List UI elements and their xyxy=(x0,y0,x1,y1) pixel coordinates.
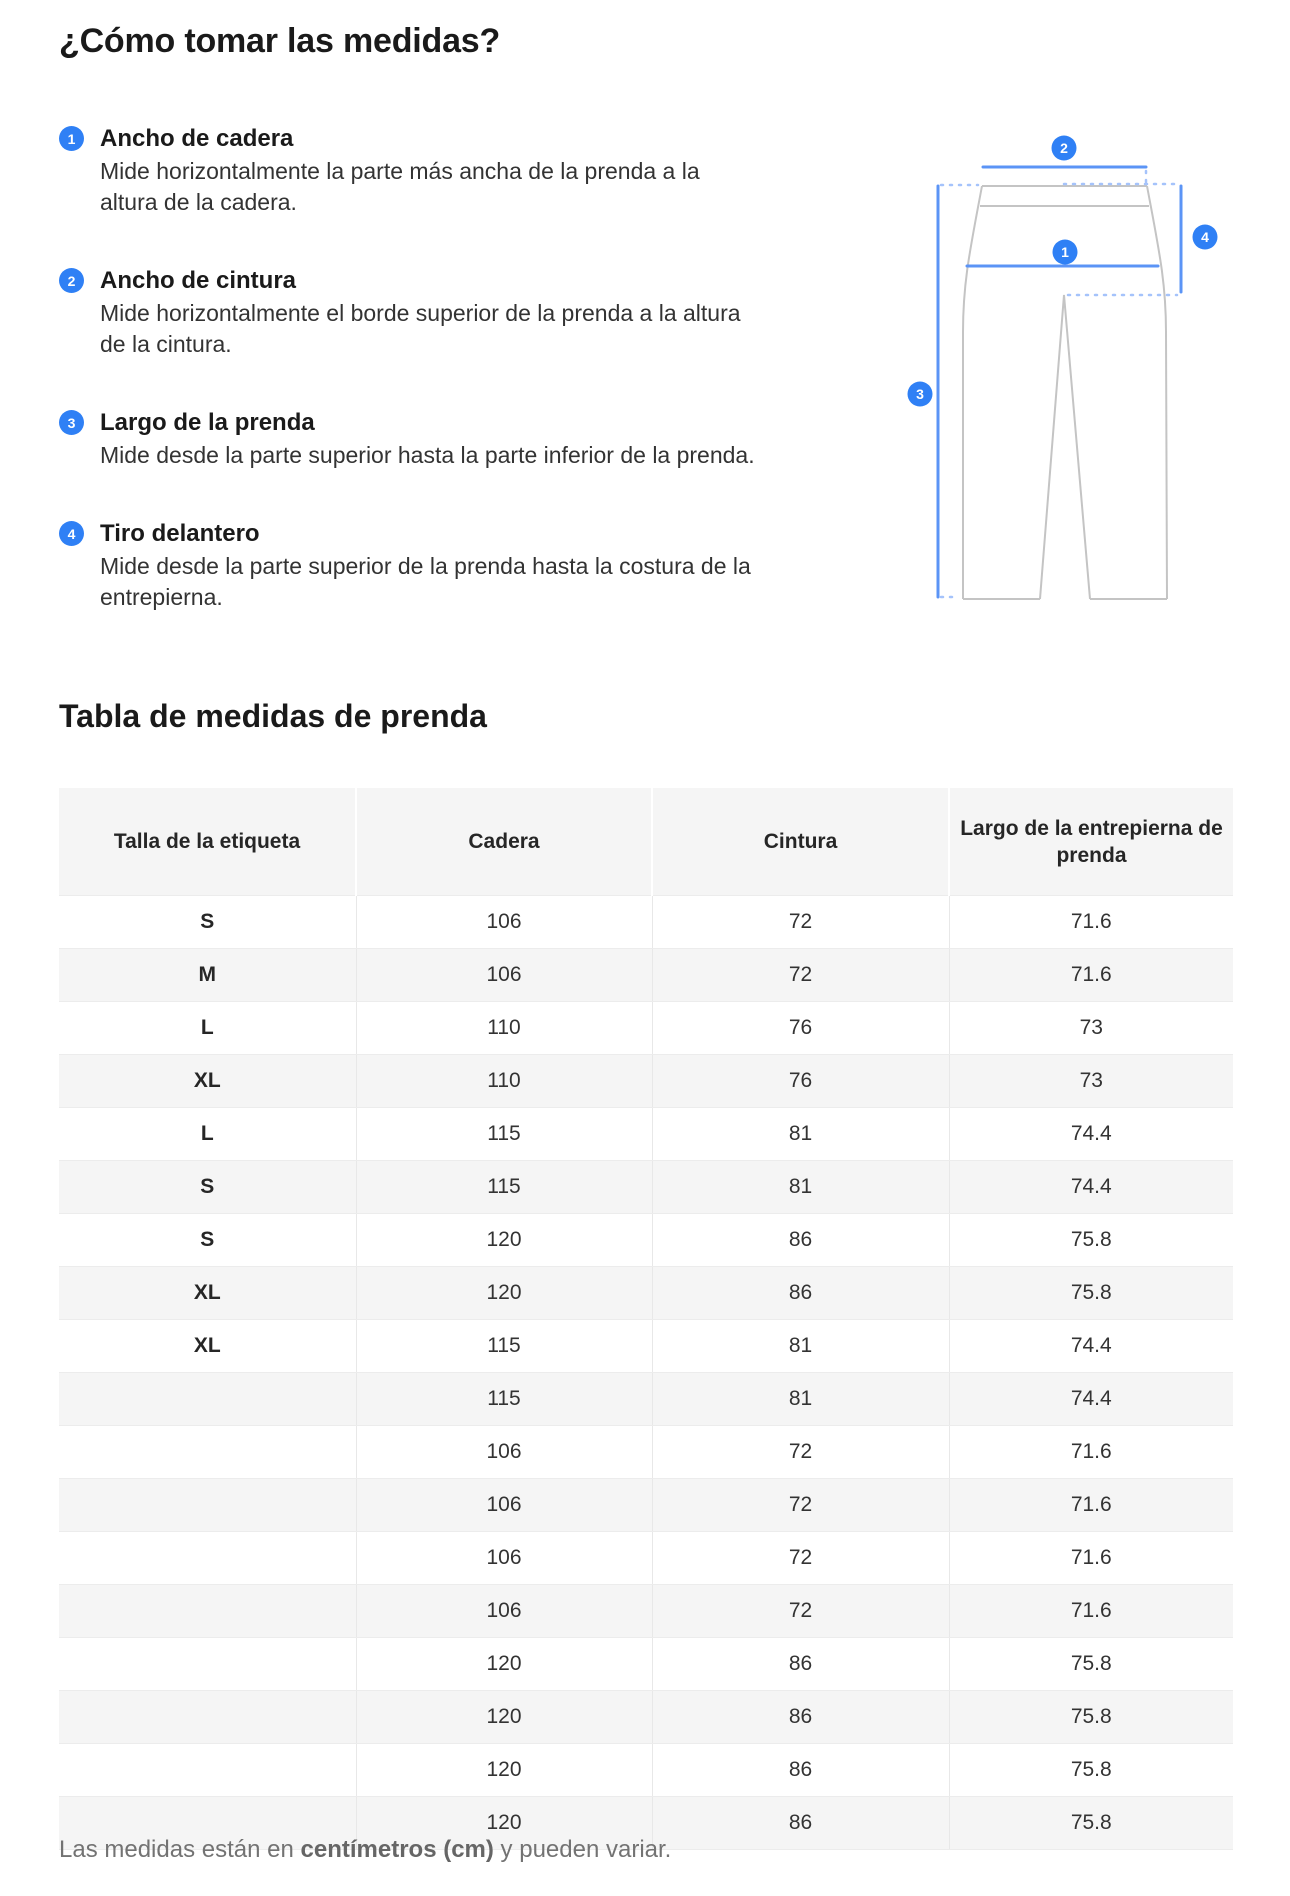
guide-dotted-lines xyxy=(941,171,1177,597)
cell: 115 xyxy=(356,1161,652,1214)
cell xyxy=(59,1532,356,1585)
table-body xyxy=(59,896,1233,1850)
instruction-description: Mide horizontalmente el borde superior de la prenda a la altura de la cintura. xyxy=(100,300,741,357)
column-header: Cintura xyxy=(652,788,949,896)
cell: 76 xyxy=(652,1002,949,1055)
cell: 72 xyxy=(652,1426,949,1479)
cell xyxy=(59,1744,356,1797)
cell: 106 xyxy=(356,949,652,1002)
badge-length xyxy=(908,382,933,407)
cell: 120 xyxy=(356,1797,652,1850)
cell: S xyxy=(59,896,356,949)
instruction-title: Ancho de cintura xyxy=(100,267,297,294)
cell: 106 xyxy=(356,1426,652,1479)
instruction-title: Largo de la prenda xyxy=(100,409,315,436)
instruction-title: Ancho de cadera xyxy=(100,125,294,152)
table-row xyxy=(59,1479,1233,1532)
table-header-row xyxy=(59,788,1233,896)
column-header: Cadera xyxy=(356,788,652,896)
badge-rise-label: 4 xyxy=(1201,229,1209,245)
cell xyxy=(59,1638,356,1691)
cell: 120 xyxy=(356,1638,652,1691)
cell: 73 xyxy=(949,1002,1233,1055)
cell: 71.6 xyxy=(949,1479,1233,1532)
cell: 86 xyxy=(652,1214,949,1267)
table-row xyxy=(59,1585,1233,1638)
column-header: Talla de la etiqueta xyxy=(59,788,356,896)
cell xyxy=(59,1373,356,1426)
cell: 74.4 xyxy=(949,1108,1233,1161)
instruction-description: Mide desde la parte superior de la prenda hasta la costura de la entrepierna. xyxy=(100,553,751,610)
instruction-title: Tiro delantero xyxy=(100,520,260,547)
cell: M xyxy=(59,949,356,1002)
table-row xyxy=(59,1426,1233,1479)
cell xyxy=(59,1691,356,1744)
cell: 106 xyxy=(356,896,652,949)
cell: 110 xyxy=(356,1002,652,1055)
instruction-description: Mide desde la parte superior hasta la parte inferior de la prenda. xyxy=(100,442,755,468)
cell: 72 xyxy=(652,949,949,1002)
cell: 81 xyxy=(652,1161,949,1214)
table-row xyxy=(59,1320,1233,1373)
units-note xyxy=(59,1836,671,1864)
cell: S xyxy=(59,1214,356,1267)
cell: 71.6 xyxy=(949,1532,1233,1585)
cell: 71.6 xyxy=(949,1426,1233,1479)
cell: 71.6 xyxy=(949,949,1233,1002)
cell: S xyxy=(59,1161,356,1214)
cell: 75.8 xyxy=(949,1267,1233,1320)
cell: 72 xyxy=(652,1532,949,1585)
cell xyxy=(59,1585,356,1638)
table-row xyxy=(59,1161,1233,1214)
badge-length-label: 3 xyxy=(916,386,924,402)
cell: 72 xyxy=(652,1585,949,1638)
cell: 106 xyxy=(356,1532,652,1585)
cell: 115 xyxy=(356,1320,652,1373)
instruction-description: Mide horizontalmente la parte más ancha de la prenda a la altura de la cadera. xyxy=(100,158,700,215)
units-note-suffix: y pueden variar. xyxy=(493,1836,672,1863)
cell: 81 xyxy=(652,1108,949,1161)
instruction-item xyxy=(59,408,759,471)
cell: 115 xyxy=(356,1373,652,1426)
cell: XL xyxy=(59,1320,356,1373)
badge-hip xyxy=(1053,240,1078,265)
units-note-bold: centímetros (cm) xyxy=(300,1836,494,1863)
cell: 106 xyxy=(356,1585,652,1638)
cell: 115 xyxy=(356,1108,652,1161)
badge-rise xyxy=(1193,225,1218,250)
cell: 74.4 xyxy=(949,1373,1233,1426)
cell: 86 xyxy=(652,1744,949,1797)
cell: 120 xyxy=(356,1691,652,1744)
step-number-badge: 2 xyxy=(59,268,84,293)
cell: 106 xyxy=(356,1479,652,1532)
cell: 74.4 xyxy=(949,1161,1233,1214)
instruction-item xyxy=(59,519,759,613)
cell: L xyxy=(59,1108,356,1161)
cell: 120 xyxy=(356,1744,652,1797)
units-note-prefix: Las medidas están en xyxy=(59,1836,301,1863)
badge-waist-label: 2 xyxy=(1060,140,1068,156)
cell: 120 xyxy=(356,1267,652,1320)
cell: 75.8 xyxy=(949,1638,1233,1691)
table-row xyxy=(59,1055,1233,1108)
table-row xyxy=(59,1638,1233,1691)
instruction-item xyxy=(59,266,759,360)
cell: L xyxy=(59,1002,356,1055)
table-row xyxy=(59,1373,1233,1426)
table-heading: Tabla de medidas de prenda xyxy=(59,698,487,734)
step-number-badge: 3 xyxy=(59,410,84,435)
cell: XL xyxy=(59,1055,356,1108)
pants-diagram-svg xyxy=(900,135,1240,610)
cell: 86 xyxy=(652,1797,949,1850)
table-row xyxy=(59,1267,1233,1320)
pants-diagram xyxy=(900,135,1240,610)
cell: 81 xyxy=(652,1373,949,1426)
cell: 74.4 xyxy=(949,1320,1233,1373)
step-number-badge: 1 xyxy=(59,126,84,151)
cell: 71.6 xyxy=(949,1585,1233,1638)
table-row xyxy=(59,1532,1233,1585)
cell: 71.6 xyxy=(949,896,1233,949)
table-row xyxy=(59,1691,1233,1744)
cell: 75.8 xyxy=(949,1797,1233,1850)
cell: 72 xyxy=(652,1479,949,1532)
cell xyxy=(59,1426,356,1479)
cell: 75.8 xyxy=(949,1214,1233,1267)
table-row xyxy=(59,1108,1233,1161)
cell: 81 xyxy=(652,1320,949,1373)
cell: 75.8 xyxy=(949,1691,1233,1744)
cell: 86 xyxy=(652,1638,949,1691)
measurements-table xyxy=(59,788,1233,1850)
table-row xyxy=(59,949,1233,1002)
cell: 120 xyxy=(356,1214,652,1267)
instructions-list xyxy=(59,124,759,661)
step-number-badge: 4 xyxy=(59,521,84,546)
cell: 86 xyxy=(652,1691,949,1744)
badge-waist xyxy=(1052,136,1077,161)
cell: 86 xyxy=(652,1267,949,1320)
page-title: ¿Cómo tomar las medidas? xyxy=(59,22,501,60)
column-header: Largo de la entrepierna de prenda xyxy=(949,788,1233,896)
table-row xyxy=(59,1002,1233,1055)
cell: 72 xyxy=(652,896,949,949)
cell xyxy=(59,1479,356,1532)
badge-hip-label: 1 xyxy=(1061,244,1069,260)
instruction-item xyxy=(59,124,759,218)
table-row xyxy=(59,1214,1233,1267)
cell: 75.8 xyxy=(949,1744,1233,1797)
cell: 110 xyxy=(356,1055,652,1108)
cell: 73 xyxy=(949,1055,1233,1108)
table-row xyxy=(59,1744,1233,1797)
cell: XL xyxy=(59,1267,356,1320)
cell: 76 xyxy=(652,1055,949,1108)
table-row xyxy=(59,896,1233,949)
